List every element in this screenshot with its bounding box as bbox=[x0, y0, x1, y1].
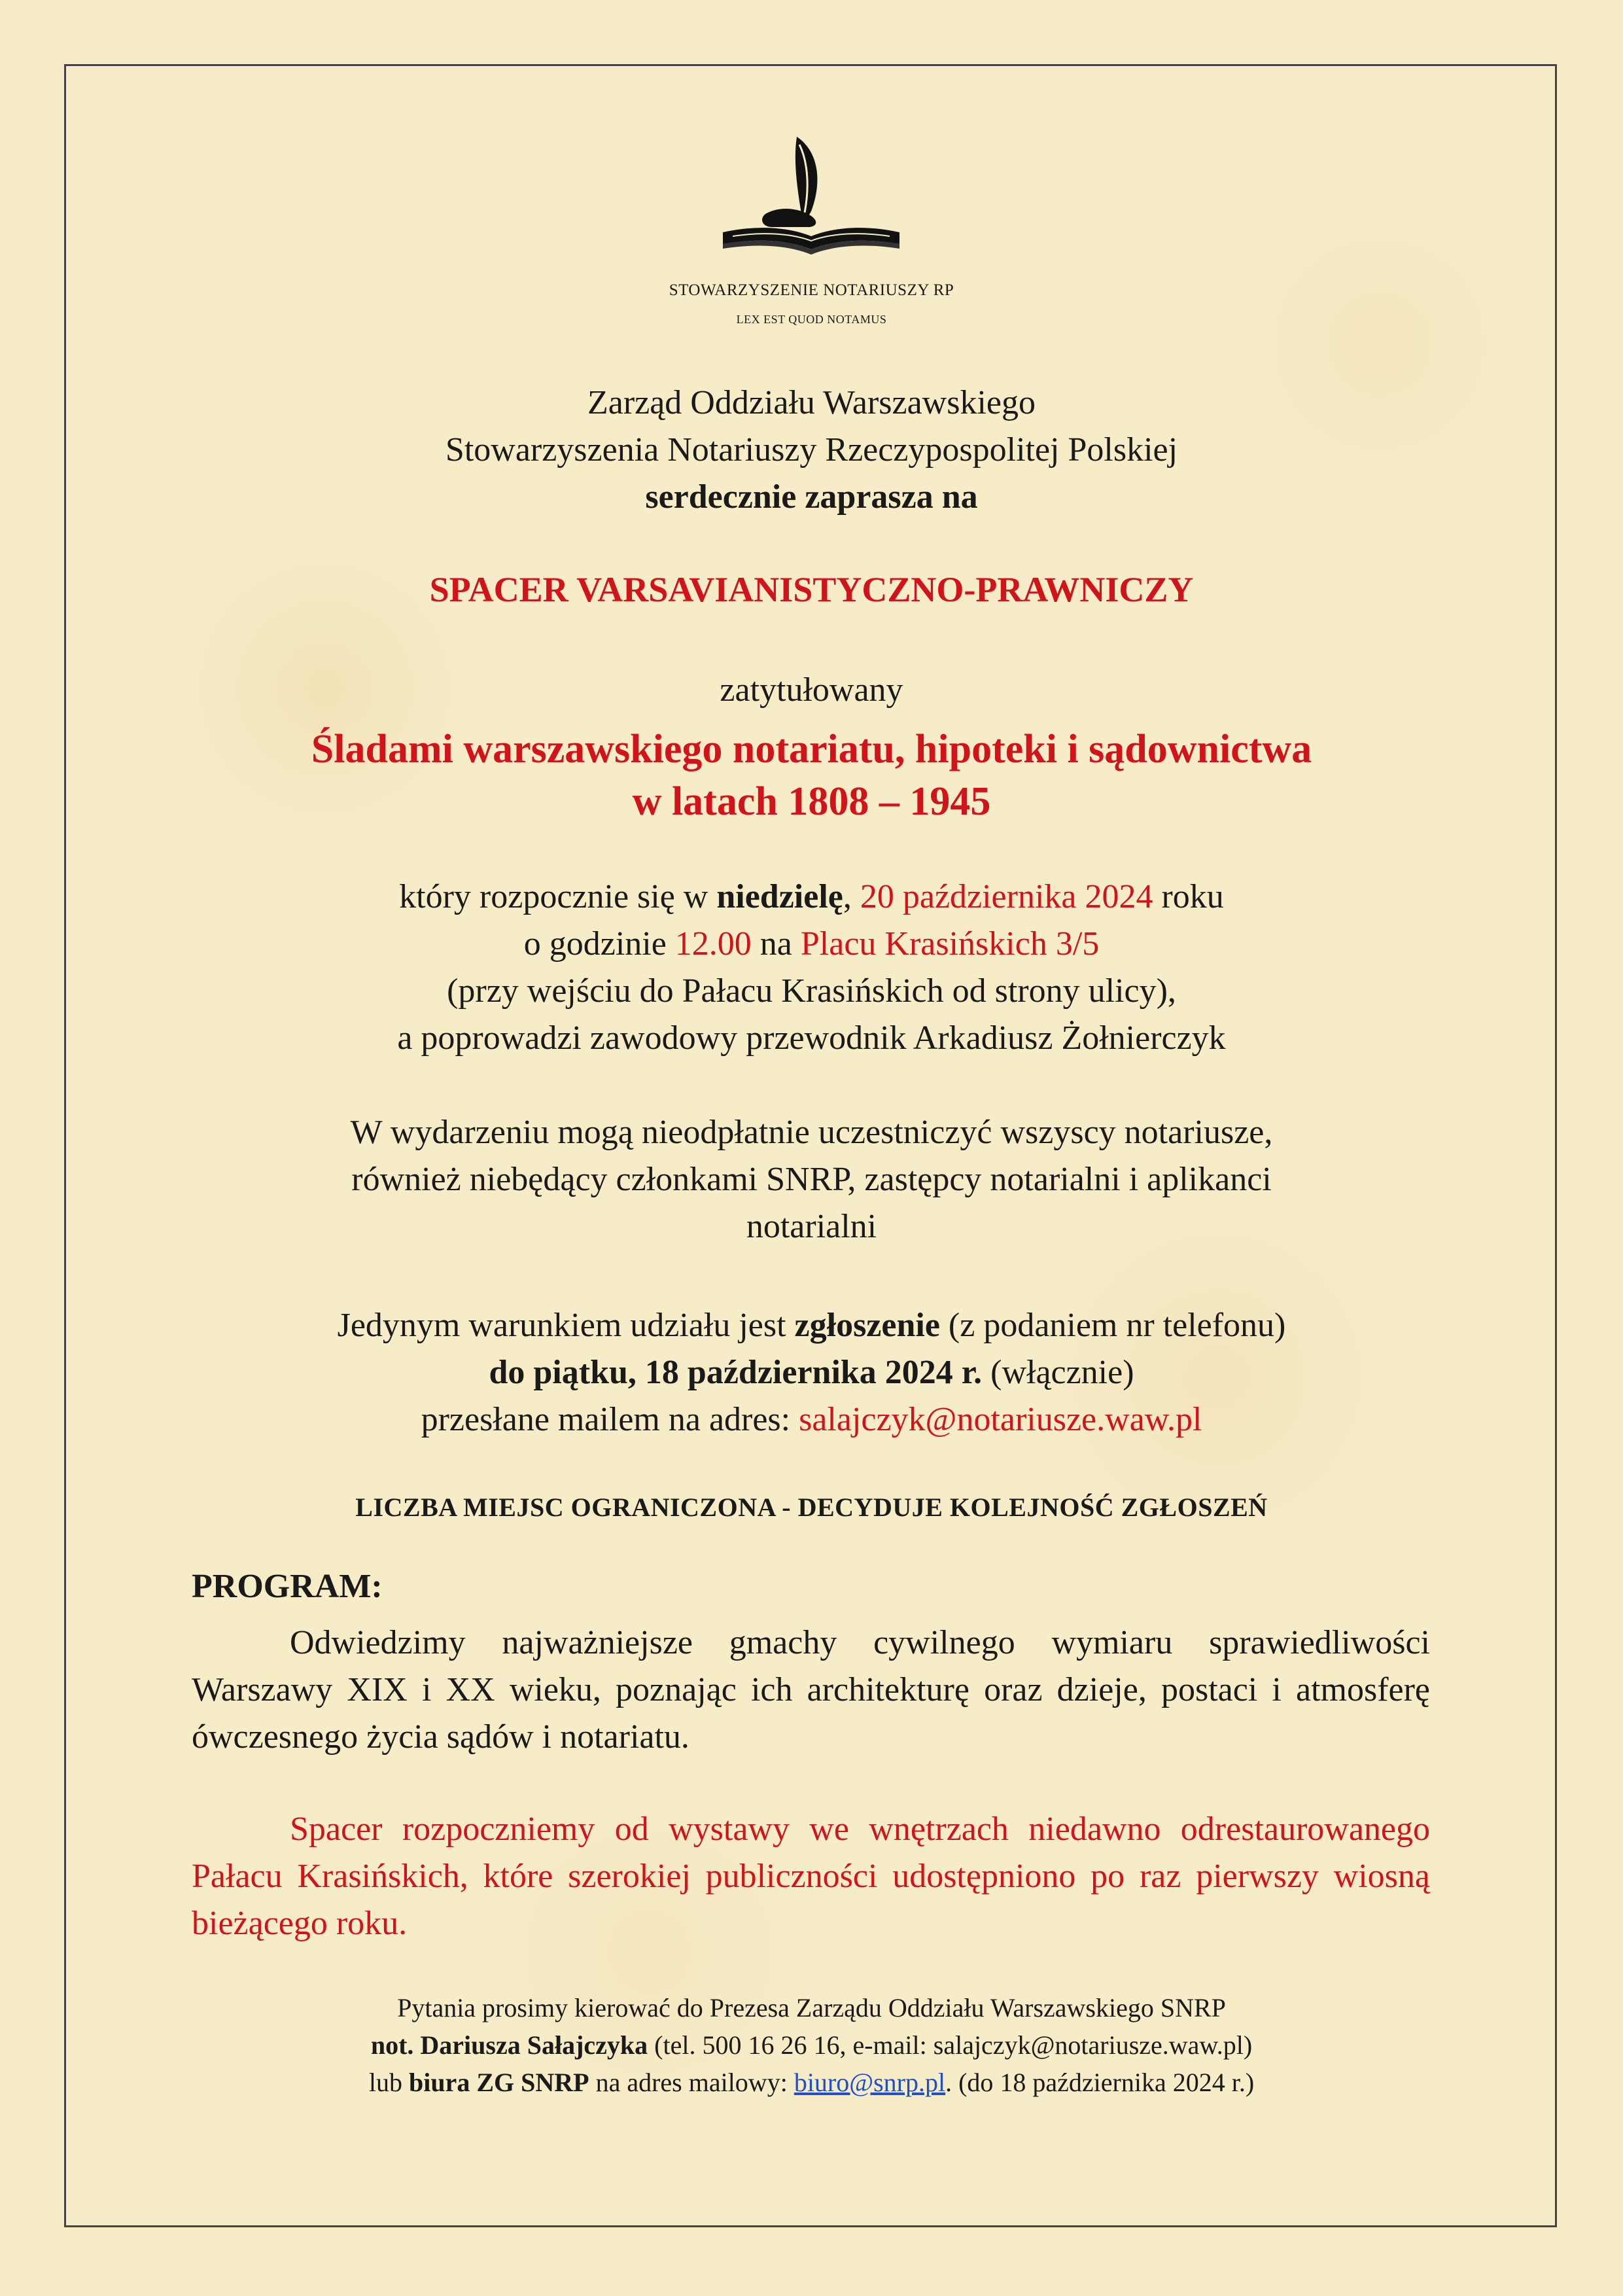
registration-text: (włącznie) bbox=[982, 1354, 1134, 1391]
event-name: SPACER VARSAVIANISTYCZNO-PRAWNICZY bbox=[429, 570, 1194, 609]
office-email-link[interactable]: biuro@snrp.pl bbox=[794, 2068, 946, 2097]
program-paragraph-2: Spacer rozpoczniemy od wystawy we wnętrzach niedawno odrestaurowanego Pałacu Krasińskich, które szerokiej publiczności udostępniono po raz pierwszy wiosną bieżącego roku. bbox=[192, 1810, 1430, 1942]
schedule-day: niedzielę bbox=[716, 878, 843, 915]
contact-name: not. Dariusza Sałajczyka bbox=[370, 2030, 648, 2060]
event-subtitle bbox=[0, 723, 1623, 828]
intro-block bbox=[0, 380, 1623, 521]
schedule-text: na bbox=[751, 925, 801, 963]
program-paragraph-1: Odwiedzimy najważniejsze gmachy cywilnego wymiaru sprawiedliwości Warszawy XIX i XX wieku, poznając ich architekturę oraz dzieje, postaci i atmosferę ówczesnego życia sądów i notariatu. bbox=[192, 1624, 1430, 1756]
limit-notice: LICZBA MIEJSC OGRANICZONA - DECYDUJE KOLEJNOŚĆ ZGŁOSZEŃ bbox=[355, 1492, 1268, 1522]
contact-text: . (do 18 października 2024 r.) bbox=[945, 2068, 1255, 2097]
schedule-text: który rozpocznie się w bbox=[399, 878, 717, 915]
intro-line-3: serdecznie zaprasza na bbox=[645, 478, 978, 516]
registration-block bbox=[0, 1302, 1623, 1443]
schedule-place: Placu Krasińskich 3/5 bbox=[800, 925, 1100, 963]
contact-line-1: Pytania prosimy kierować do Prezesa Zarządu Oddziału Warszawskiego SNRP bbox=[397, 1993, 1226, 2022]
registration-text: Jedynym warunkiem udziału jest bbox=[337, 1307, 795, 1344]
contact-text: na adres mailowy: bbox=[589, 2068, 794, 2097]
contact-text: lub bbox=[368, 2068, 409, 2097]
participants-line-1: W wydarzeniu mogą nieodpłatnie uczestniczyć wszyscy notariusze, bbox=[350, 1114, 1273, 1151]
organization-motto: LEX EST QUOD NOTAMUS bbox=[736, 313, 887, 326]
schedule-line-1 bbox=[0, 874, 1623, 921]
titled-label: zatytułowany bbox=[720, 671, 903, 709]
intro-line-2: Stowarzyszenia Notariuszy Rzeczypospolitej Polskiej bbox=[445, 431, 1178, 468]
contact-block bbox=[0, 1989, 1623, 2101]
registration-email-link[interactable]: salajczyk@notariusze.waw.pl bbox=[799, 1401, 1202, 1438]
organization-name: STOWARZYSZENIE NOTARIUSZY RP bbox=[669, 281, 954, 299]
program-heading: PROGRAM: bbox=[192, 1568, 383, 1605]
schedule-text: roku bbox=[1153, 878, 1224, 915]
registration-line-2 bbox=[0, 1349, 1623, 1396]
schedule-text: , bbox=[843, 878, 860, 915]
schedule-text: o godzinie bbox=[523, 925, 675, 963]
participants-line-2: również niebędący członkami SNRP, zastępcy notarialni i aplikanci bbox=[351, 1161, 1272, 1198]
contact-details: (tel. 500 16 26 16, e-mail: salajczyk@notariusze.waw.pl) bbox=[648, 2030, 1253, 2060]
schedule-block bbox=[0, 874, 1623, 1062]
contact-line-3 bbox=[0, 2064, 1623, 2101]
schedule-time: 12.00 bbox=[674, 925, 752, 963]
registration-line-1 bbox=[0, 1302, 1623, 1349]
participants-block bbox=[0, 1109, 1623, 1250]
subtitle-line-1: Śladami warszawskiego notariatu, hipoteki i sądownictwa bbox=[311, 727, 1312, 771]
registration-line-3 bbox=[0, 1396, 1623, 1443]
subtitle-line-2: w latach 1808 – 1945 bbox=[632, 779, 991, 824]
registration-deadline: do piątku, 18 października 2024 r. bbox=[489, 1354, 983, 1391]
participants-line-3: notarialni bbox=[746, 1208, 877, 1245]
contact-office: biura ZG SNRP bbox=[408, 2068, 589, 2097]
intro-line-1: Zarząd Oddziału Warszawskiego bbox=[587, 384, 1036, 421]
schedule-line-4: a poprowadzi zawodowy przewodnik Arkadiusz Żołnierczyk bbox=[397, 1019, 1226, 1057]
contact-line-2 bbox=[0, 2026, 1623, 2064]
schedule-line-2 bbox=[0, 921, 1623, 968]
schedule-date: 20 października 2024 bbox=[860, 878, 1153, 915]
registration-text: przesłane mailem na adres: bbox=[421, 1401, 799, 1438]
registration-keyword: zgłoszenie bbox=[794, 1307, 940, 1344]
book-quill-icon bbox=[720, 134, 903, 262]
schedule-line-3: (przy wejściu do Pałacu Krasińskich od strony ulicy), bbox=[447, 972, 1176, 1010]
registration-text: (z podaniem nr telefonu) bbox=[939, 1307, 1286, 1344]
